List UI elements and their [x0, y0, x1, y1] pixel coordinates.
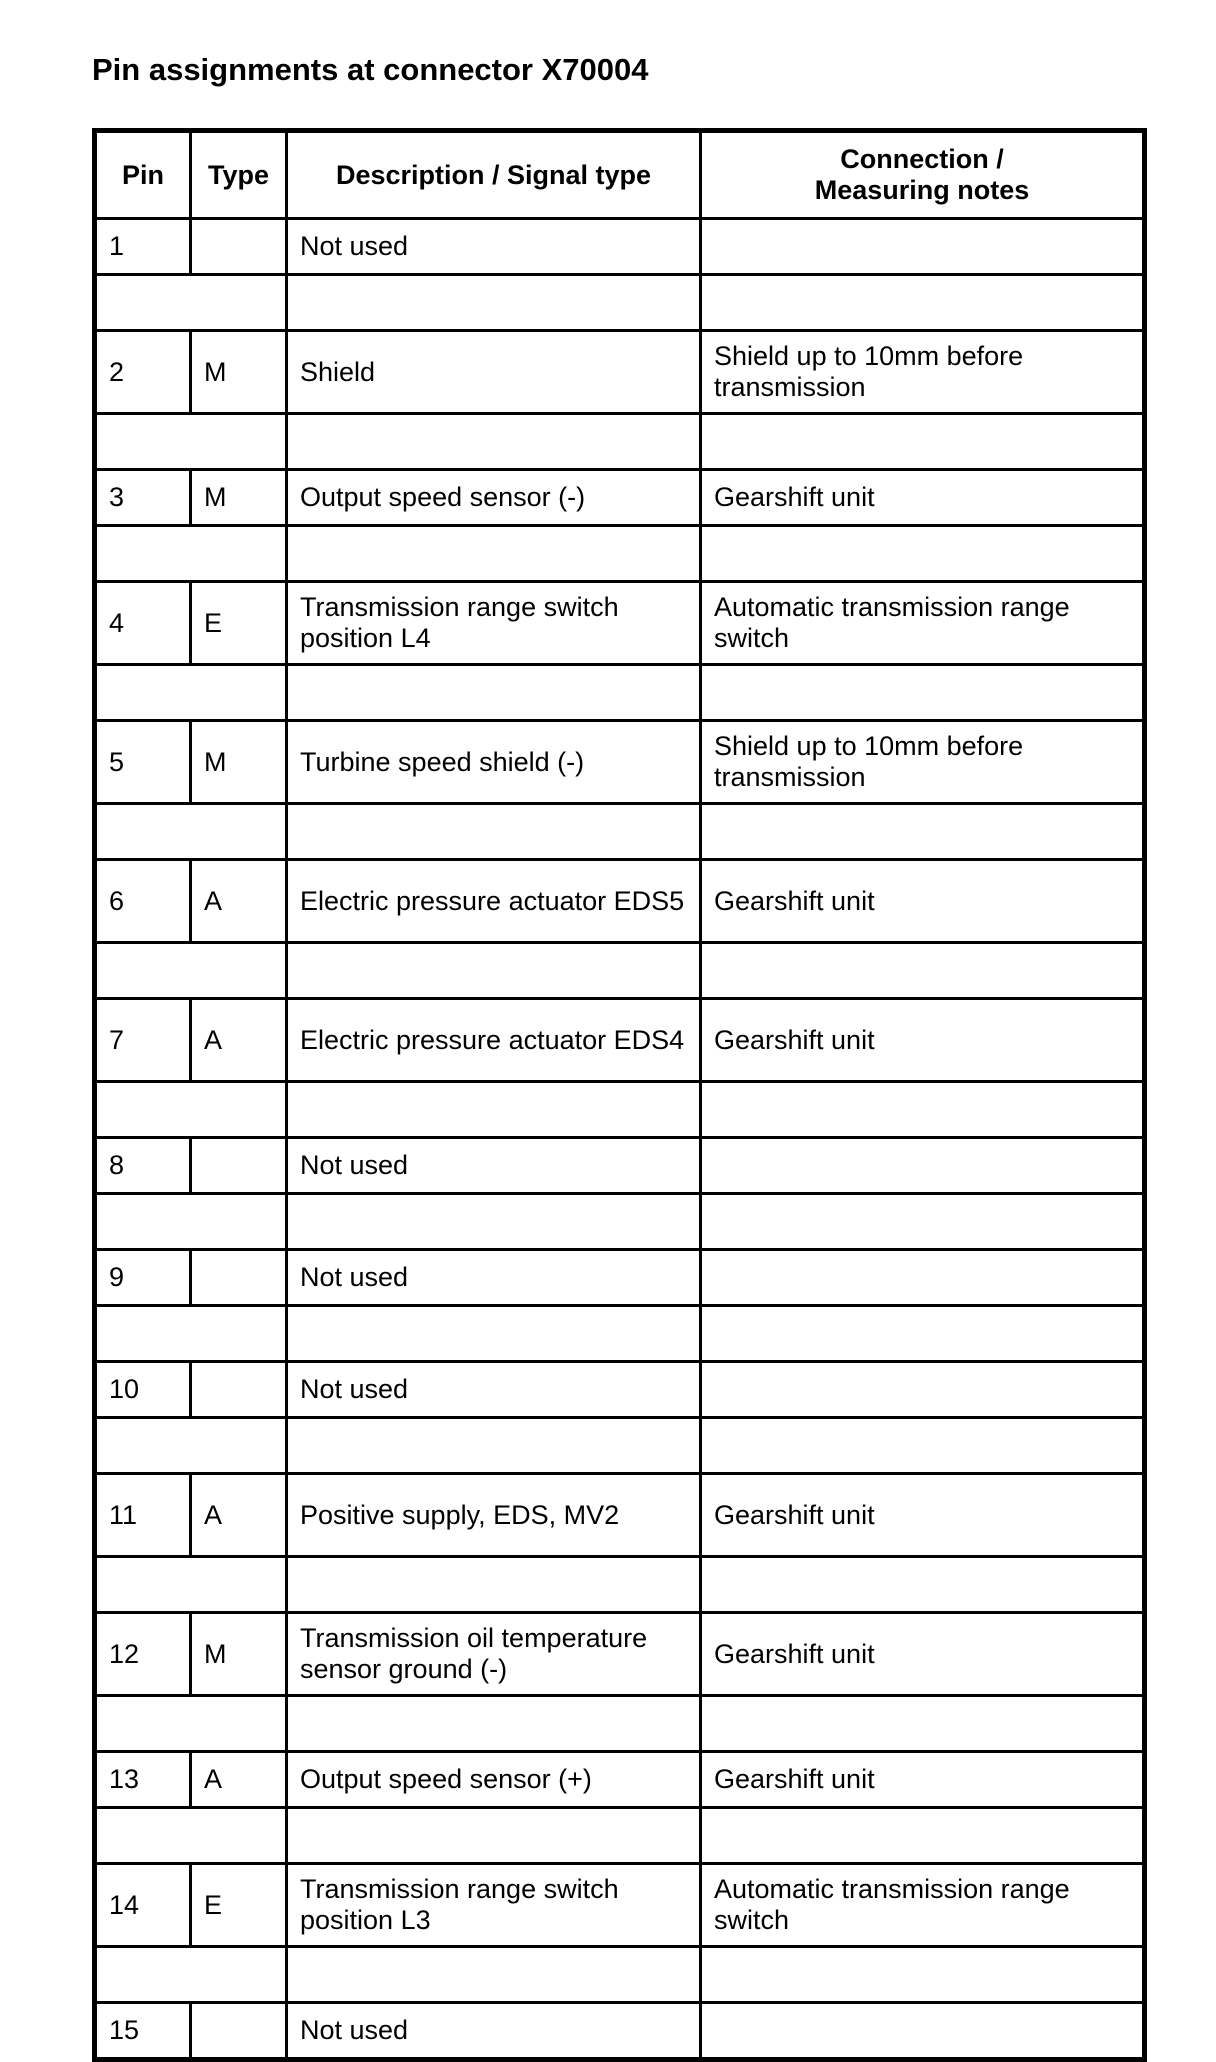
connection-cell	[701, 2003, 1145, 2060]
description-cell: Not used	[287, 219, 701, 275]
pin-cell: 12	[95, 1613, 191, 1696]
connection-cell	[701, 1250, 1145, 1306]
table-row	[95, 1250, 1145, 1306]
description-cell: Output speed sensor (-)	[287, 470, 701, 526]
description-cell: Electric pressure actuator EDS4	[287, 999, 701, 1082]
spacer-row	[95, 1082, 1145, 1138]
type-cell: E	[191, 582, 287, 665]
header-connection-line2: Measuring notes	[814, 175, 1030, 205]
table-row	[95, 1752, 1145, 1808]
description-cell: Not used	[287, 2003, 701, 2060]
pin-cell: 13	[95, 1752, 191, 1808]
header-description: Description / Signal type	[287, 131, 701, 219]
description-cell: Not used	[287, 1250, 701, 1306]
table-row	[95, 470, 1145, 526]
description-cell: Electric pressure actuator EDS5	[287, 860, 701, 943]
type-cell: E	[191, 1864, 287, 1947]
pin-cell: 6	[95, 860, 191, 943]
type-cell: A	[191, 1752, 287, 1808]
spacer-row	[95, 1194, 1145, 1250]
pin-assignment-table	[92, 128, 1147, 2062]
connection-cell: Gearshift unit	[701, 470, 1145, 526]
connection-cell: Gearshift unit	[701, 1613, 1145, 1696]
description-cell: Transmission oil temperature sensor ground (-)	[287, 1613, 701, 1696]
pin-cell: 1	[95, 219, 191, 275]
description-cell: Positive supply, EDS, MV2	[287, 1474, 701, 1557]
pin-cell: 11	[95, 1474, 191, 1557]
connection-cell	[701, 1362, 1145, 1418]
spacer-row	[95, 943, 1145, 999]
type-cell	[191, 1138, 287, 1194]
connection-cell: Gearshift unit	[701, 1752, 1145, 1808]
type-cell: M	[191, 1613, 287, 1696]
description-cell: Shield	[287, 331, 701, 414]
type-cell	[191, 2003, 287, 2060]
connection-cell: Gearshift unit	[701, 860, 1145, 943]
table-row	[95, 999, 1145, 1082]
spacer-row	[95, 665, 1145, 721]
header-connection-line1: Connection /	[840, 144, 1004, 174]
connection-cell: Shield up to 10mm before transmission	[701, 331, 1145, 414]
table-row	[95, 582, 1145, 665]
type-cell	[191, 219, 287, 275]
table-row	[95, 1474, 1145, 1557]
description-cell: Transmission range switch position L4	[287, 582, 701, 665]
connection-cell: Gearshift unit	[701, 999, 1145, 1082]
header-pin: Pin	[95, 131, 191, 219]
page-title: Pin assignments at connector X70004	[92, 52, 649, 87]
connection-cell: Automatic transmission range switch	[701, 1864, 1145, 1947]
table-row	[95, 721, 1145, 804]
spacer-row	[95, 1306, 1145, 1362]
type-cell: A	[191, 1474, 287, 1557]
table-row	[95, 2003, 1145, 2060]
connection-cell: Shield up to 10mm before transmission	[701, 721, 1145, 804]
type-cell	[191, 1250, 287, 1306]
spacer-row	[95, 1557, 1145, 1613]
header-connection	[701, 131, 1145, 219]
spacer-row	[95, 1808, 1145, 1864]
pin-cell: 9	[95, 1250, 191, 1306]
pin-cell: 2	[95, 331, 191, 414]
description-cell: Output speed sensor (+)	[287, 1752, 701, 1808]
pin-cell: 14	[95, 1864, 191, 1947]
pin-cell: 8	[95, 1138, 191, 1194]
spacer-row	[95, 1418, 1145, 1474]
header-type: Type	[191, 131, 287, 219]
table-row	[95, 331, 1145, 414]
description-cell: Turbine speed shield (-)	[287, 721, 701, 804]
description-cell: Transmission range switch position L3	[287, 1864, 701, 1947]
spacer-row	[95, 414, 1145, 470]
pin-cell: 5	[95, 721, 191, 804]
spacer-row	[95, 275, 1145, 331]
pin-cell: 4	[95, 582, 191, 665]
spacer-row	[95, 526, 1145, 582]
description-cell: Not used	[287, 1138, 701, 1194]
connection-cell: Automatic transmission range switch	[701, 582, 1145, 665]
spacer-row	[95, 1696, 1145, 1752]
type-cell: A	[191, 860, 287, 943]
pin-cell: 7	[95, 999, 191, 1082]
table-row	[95, 1864, 1145, 1947]
connection-cell	[701, 219, 1145, 275]
table-row	[95, 1613, 1145, 1696]
type-cell	[191, 1362, 287, 1418]
spacer-row	[95, 804, 1145, 860]
type-cell: M	[191, 331, 287, 414]
table-row	[95, 219, 1145, 275]
pin-cell: 3	[95, 470, 191, 526]
description-cell: Not used	[287, 1362, 701, 1418]
spacer-row	[95, 1947, 1145, 2003]
header-row	[95, 131, 1145, 219]
table-row	[95, 1362, 1145, 1418]
type-cell: M	[191, 721, 287, 804]
connection-cell	[701, 1138, 1145, 1194]
table-row	[95, 1138, 1145, 1194]
pin-cell: 10	[95, 1362, 191, 1418]
connection-cell: Gearshift unit	[701, 1474, 1145, 1557]
type-cell: M	[191, 470, 287, 526]
table-row	[95, 860, 1145, 943]
pin-cell: 15	[95, 2003, 191, 2060]
type-cell: A	[191, 999, 287, 1082]
